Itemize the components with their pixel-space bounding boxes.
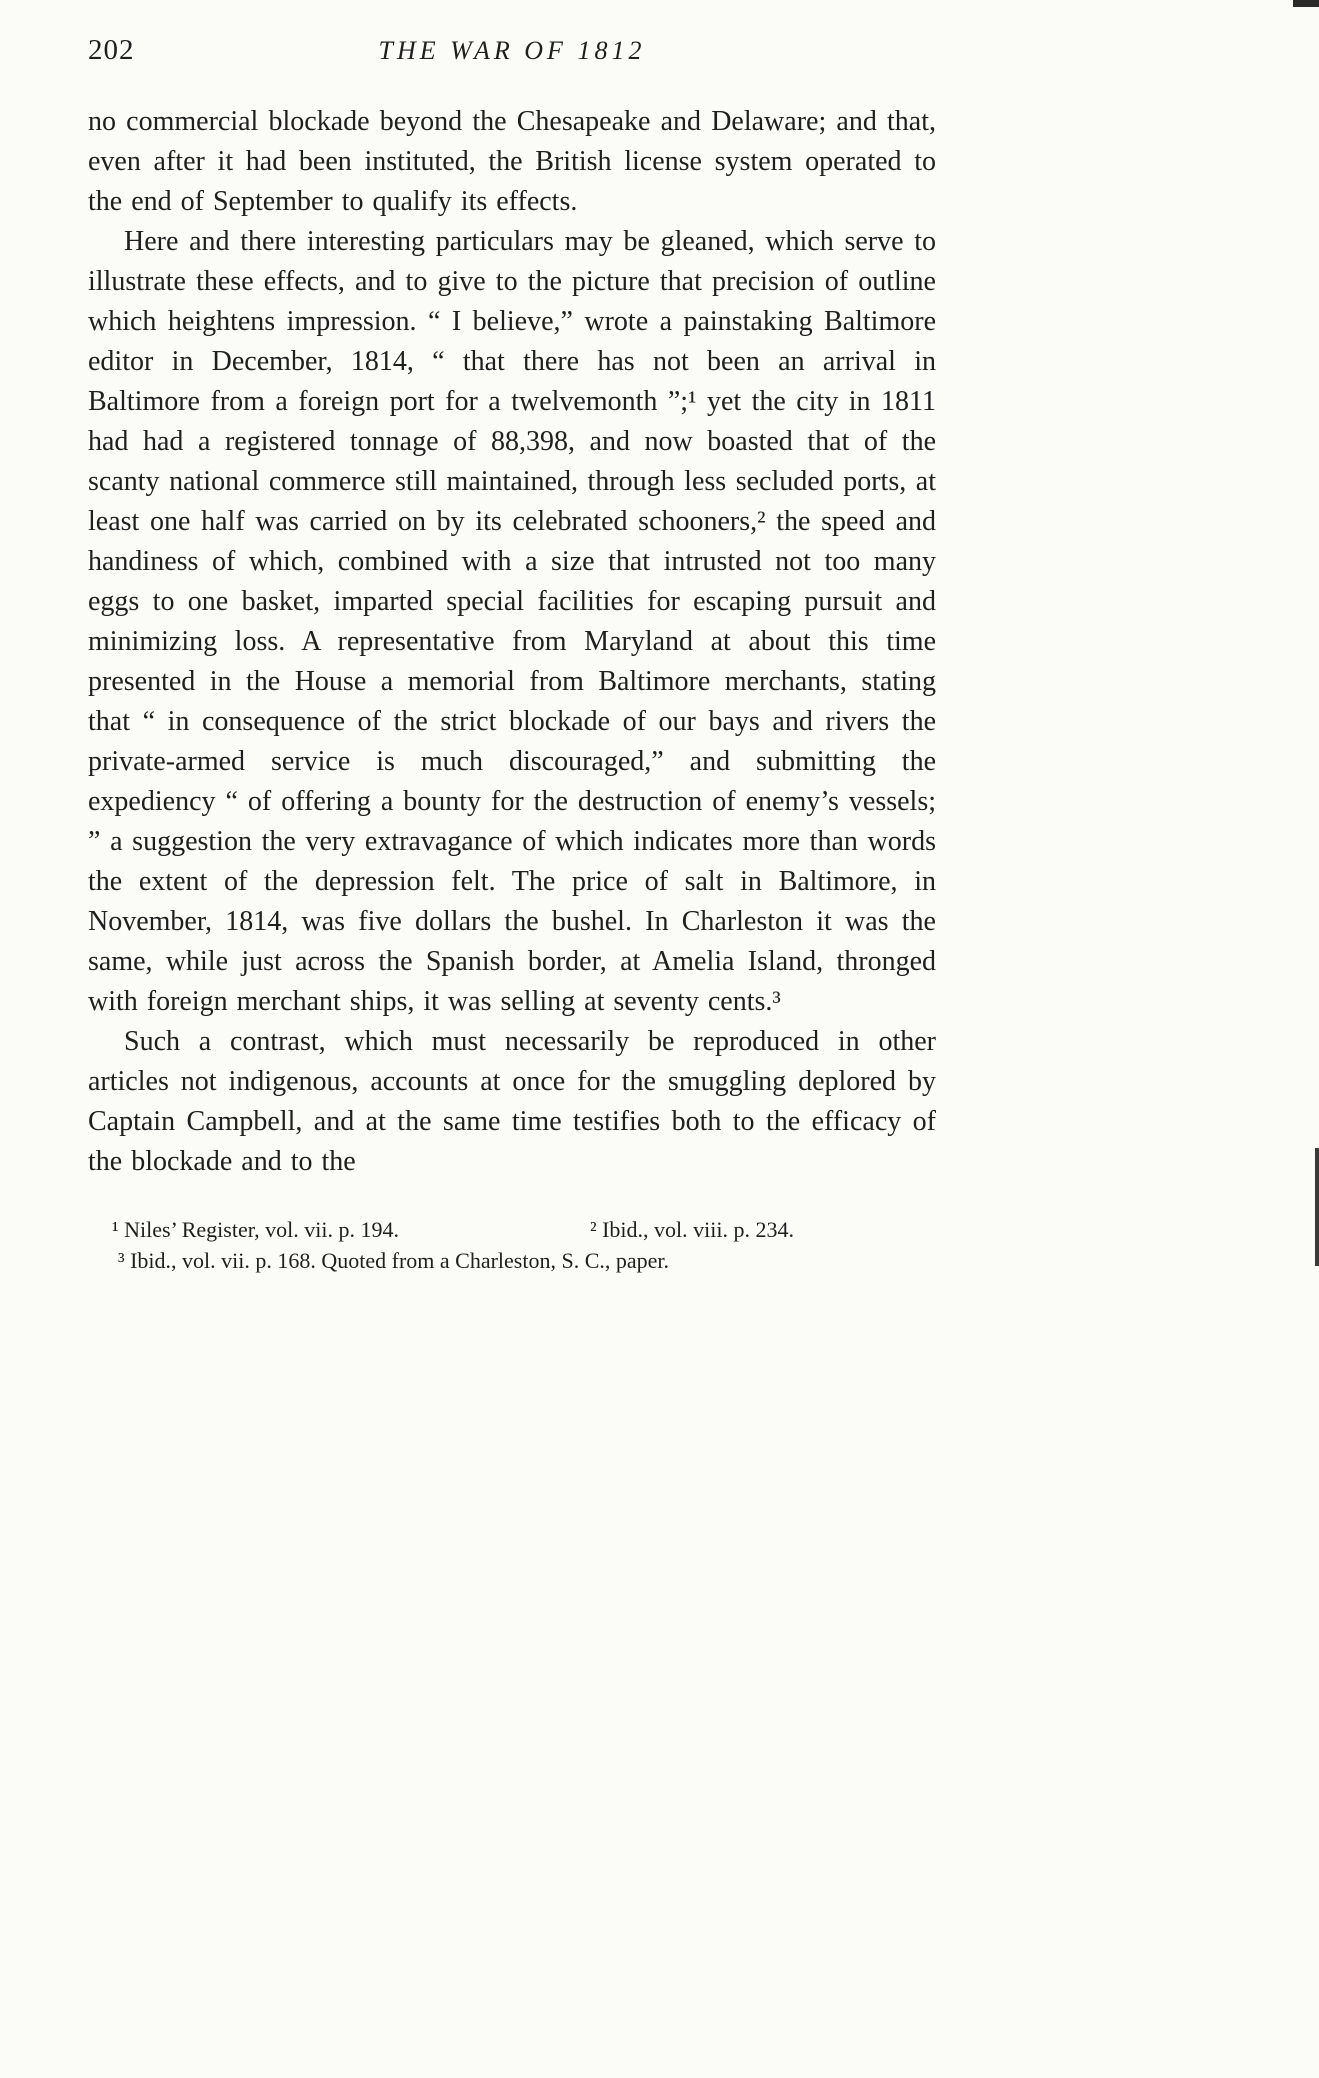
page-number: 202: [88, 34, 135, 66]
page-header: [88, 34, 936, 76]
footnote-2: ² Ibid., vol. viii. p. 234.: [590, 1217, 794, 1242]
page-content: [88, 34, 936, 1276]
scan-artifact-right-edge: [1315, 1148, 1319, 1266]
paragraph-closing: Such a contrast, which must necessarily be reproduced in other articles not indigenous, accounts at once for the smuggling deplored by Captain Campbell, and at the same time testifies both to the efficacy of the blockade and to the: [88, 1026, 936, 1177]
footnote-row-2: [88, 1245, 936, 1276]
footnote-1: ¹ Niles’ Register, vol. vii. p. 194.: [112, 1217, 399, 1242]
body-text: [88, 102, 936, 1182]
paragraph-continuation: no commercial blockade beyond the Chesapeake and Delaware; and that, even after it had been instituted, the British license system operated to the end of September to qualify its effects.: [88, 106, 936, 217]
footnote-3: ³ Ibid., vol. vii. p. 168. Quoted from a Charleston, S. C., paper.: [118, 1248, 670, 1273]
paragraph-main: Here and there interesting particulars may be gleaned, which serve to illustrate these effects, and to give to the picture that precision of outline which heightens impression. “ I believe,” wrote a painstaking Baltimore editor in December, 1814, “ that there has not been an arrival in Baltimore from a foreign port for a twelvemonth ”;¹ yet the city in 1811 had had a registered tonnage of 88,398, and now boasted that of the scanty national commerce still maintained, through less secluded ports, at least one half was carried on by its celebrated schooners,² the speed and handiness of which, combined with a size that intrusted not too many eggs to one basket, imparted special facilities for escaping pursuit and minimizing loss. A representative from Maryland at about this time presented in the House a memorial from Baltimore merchants, stating that “ in consequence of the strict blockade of our bays and rivers the private-armed service is much discouraged,” and submitting the expediency “ of offering a bounty for the destruction of enemy’s vessels; ” a suggestion the very extravagance of which indicates more than words the extent of the depression felt. The price of salt in Baltimore, in November, 1814, was five dollars the bushel. In Charleston it was the same, while just across the Spanish border, at Amelia Island, thronged with foreign merchant ships, it was selling at seventy cents.³: [88, 226, 936, 1017]
footnote-row-1: [88, 1214, 936, 1245]
running-title: THE WAR OF 1812: [378, 36, 646, 65]
scan-artifact-top-edge: [1293, 0, 1319, 7]
footnotes: [88, 1214, 936, 1276]
